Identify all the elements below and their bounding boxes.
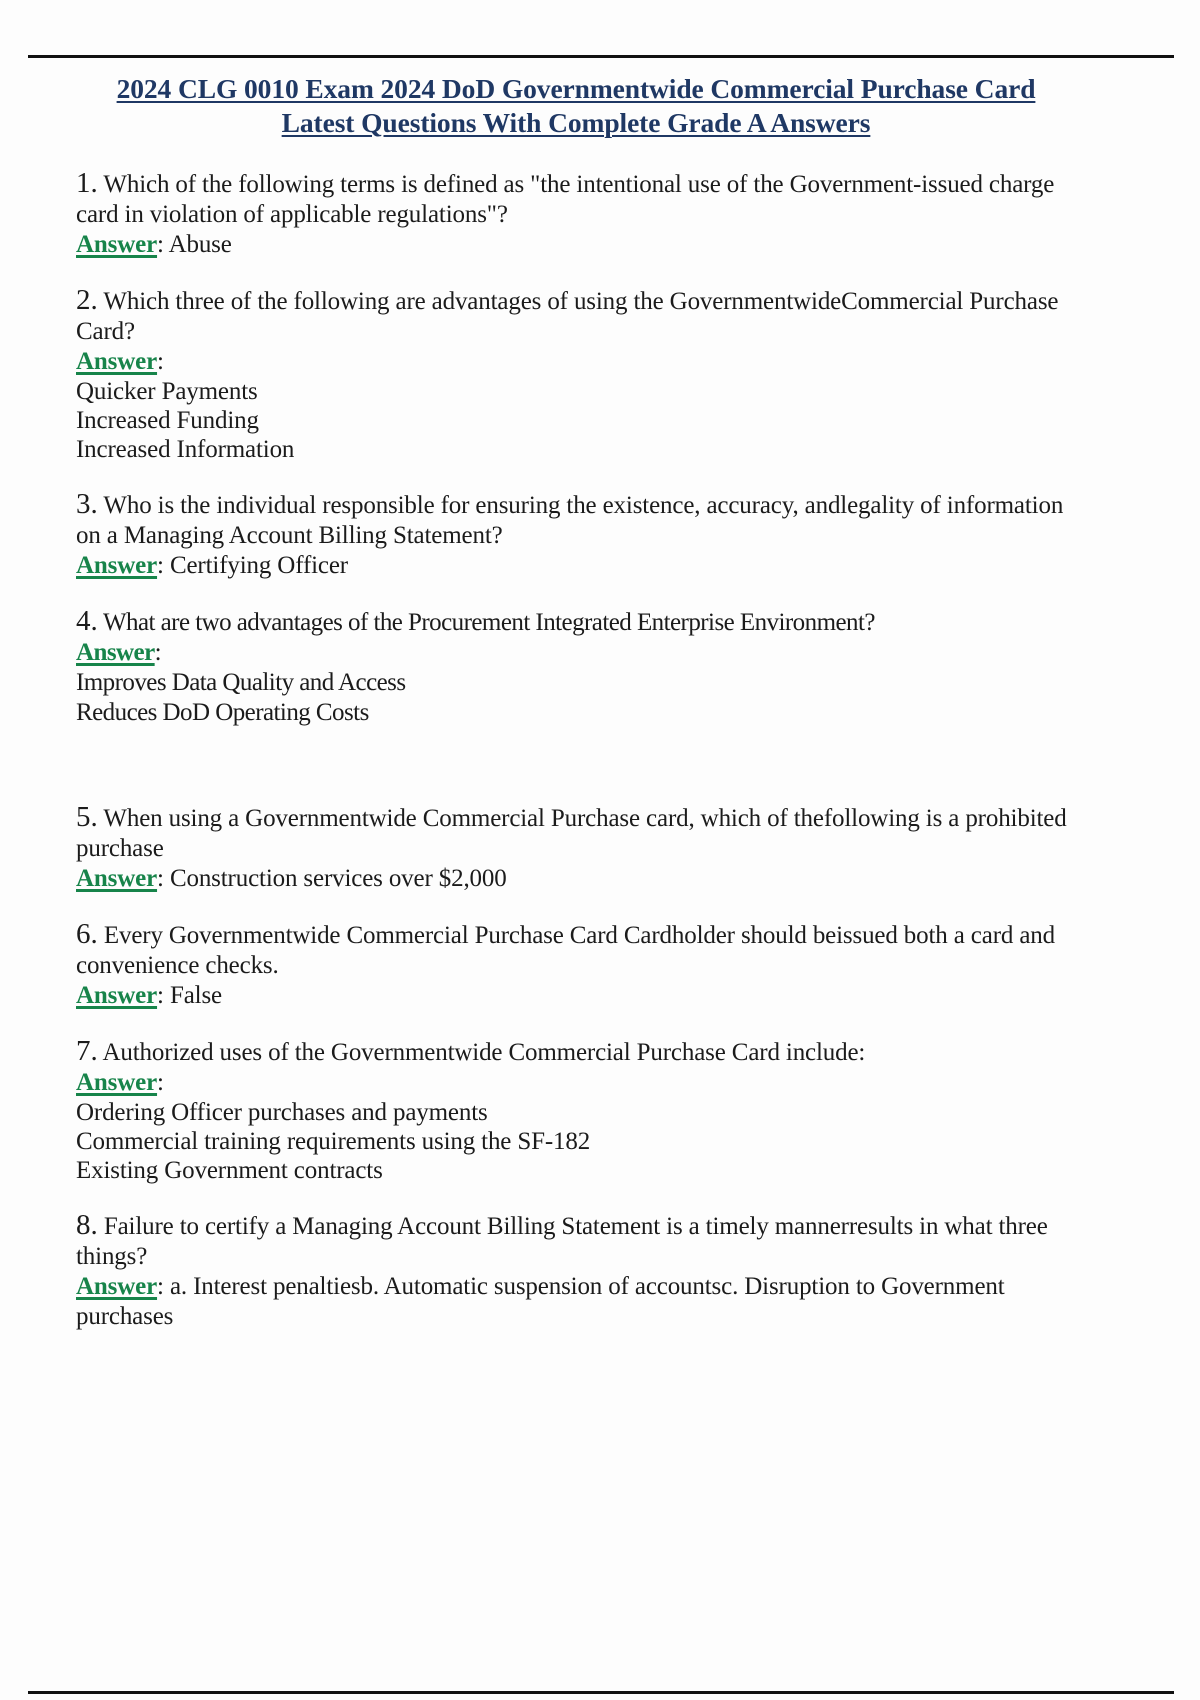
answer-item: Increased Funding <box>76 407 259 435</box>
question-number: 7. <box>76 1034 98 1067</box>
question-text <box>76 1034 1076 1068</box>
answer-label: Answer <box>76 1068 158 1096</box>
answer-item: Increased Information <box>76 436 295 464</box>
answer-colon: : <box>157 864 164 892</box>
answer-item: Existing Government contracts <box>76 1156 383 1184</box>
answer-colon: : <box>157 552 164 580</box>
question-block <box>76 490 1076 581</box>
answer-item: Improves Data Quality and Access <box>76 669 406 697</box>
question-block <box>76 1034 1076 1185</box>
answer-value: Construction services over $2,000 <box>169 864 507 892</box>
answer-item: Reduces DoD Operating Costs <box>76 698 369 726</box>
question-block <box>76 607 1076 726</box>
answer-line <box>76 230 1076 260</box>
question-number: 1. <box>76 167 98 200</box>
question-block <box>76 1211 1076 1332</box>
answer-value: Certifying Officer <box>169 552 348 580</box>
answer-colon: : <box>157 1273 164 1301</box>
answer-label: Answer <box>76 552 158 580</box>
question-body: Authorized uses of the Governmentwide Commercial Purchase Card include: <box>102 1038 866 1066</box>
answer-label: Answer <box>76 348 158 376</box>
question-text <box>76 917 1076 981</box>
question-number: 3. <box>76 488 98 521</box>
question-body: Failure to certify a Managing Account Billing Statement is a timely mannerresults in what three things? <box>76 1213 1048 1271</box>
question-body: Every Governmentwide Commercial Purchase Card Cardholder should beissued both a card and convenience checks. <box>76 921 1055 979</box>
answer-value: False <box>169 981 222 1009</box>
page-top-rule <box>28 55 1174 58</box>
answer-line <box>76 638 1076 668</box>
question-text <box>76 286 1076 347</box>
question-number: 5. <box>76 800 98 833</box>
answer-label: Answer <box>76 231 158 259</box>
answer-colon: : <box>157 981 164 1009</box>
answer-label: Answer <box>76 864 158 892</box>
answer-line <box>76 1272 1076 1332</box>
question-block <box>76 169 1076 260</box>
page-bottom-rule <box>28 1691 1174 1694</box>
answer-value: a. Interest penaltiesb. Automatic suspension of accountsc. Disruption to Government purchases <box>76 1273 1005 1331</box>
question-text <box>76 490 1076 551</box>
answer-item: Quicker Payments <box>76 378 258 406</box>
answer-value: Abuse <box>168 231 232 259</box>
answer-line <box>76 1068 1076 1098</box>
question-text <box>76 1211 1076 1272</box>
question-block <box>76 800 1076 894</box>
answer-item: Commercial training requirements using the SF-182 <box>76 1127 591 1155</box>
question-list <box>76 169 1076 1332</box>
answer-colon: : <box>157 348 164 376</box>
answer-label: Answer <box>76 1273 158 1301</box>
answer-label: Answer <box>76 639 155 667</box>
answer-colon: : <box>154 639 162 667</box>
question-number: 4. <box>76 605 98 638</box>
question-text <box>76 169 1076 230</box>
question-body: When using a Governmentwide Commercial Purchase card, which of thefollowing is a prohibited purchase <box>76 804 1067 862</box>
page-title-line-1: 2024 CLG 0010 Exam 2024 DoD Governmentwide Commercial Purchase Card <box>116 73 1036 104</box>
question-body: What are two advantages of the Procurement Integrated Enterprise Environment? <box>103 609 875 637</box>
question-text <box>76 800 1076 864</box>
question-body: Which three of the following are advantages of using the GovernmentwideCommercial Purchase Card? <box>76 288 1059 346</box>
page-title <box>76 72 1076 139</box>
answer-label: Answer <box>76 981 158 1009</box>
answer-line <box>76 551 1076 581</box>
question-text <box>76 607 1076 638</box>
answer-colon: : <box>157 1068 164 1096</box>
question-number: 6. <box>76 917 98 950</box>
answer-line <box>76 347 1076 377</box>
page-title-line-2: Latest Questions With Complete Grade A Answers <box>281 106 871 138</box>
question-number: 8. <box>76 1209 98 1242</box>
question-block <box>76 917 1076 1011</box>
question-number: 2. <box>76 284 98 317</box>
answer-line <box>76 981 1076 1011</box>
document-content <box>76 60 1076 1358</box>
question-body: Which of the following terms is defined as "the intentional use of the Government-issued charge card in violation of applicable regulations"? <box>76 171 1055 229</box>
answer-line <box>76 864 1076 894</box>
question-body: Who is the individual responsible for ensuring the existence, accuracy, andlegality of information on a Managing Account Billing Statement? <box>76 492 1064 550</box>
answer-item: Ordering Officer purchases and payments <box>76 1098 488 1126</box>
answer-colon: : <box>157 231 164 259</box>
question-block <box>76 286 1076 464</box>
